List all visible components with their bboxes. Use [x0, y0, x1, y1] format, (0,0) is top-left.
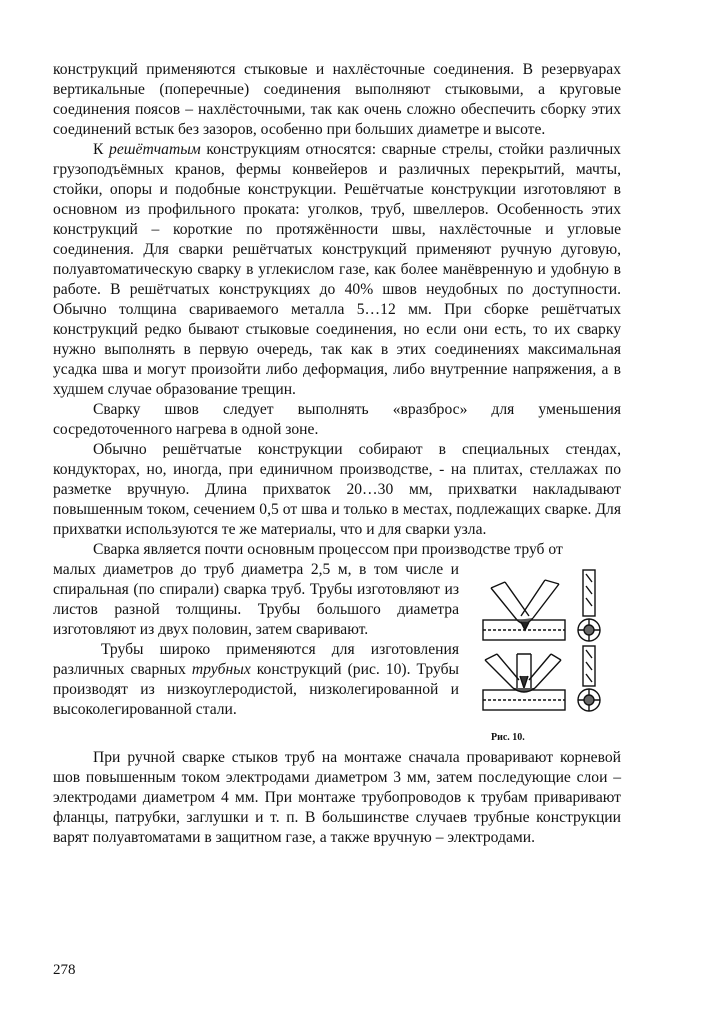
paragraph-2 — [53, 140, 621, 400]
paragraph-4: Обычно решётчатые конструкции собирают в специальных стендах, кондукторах, но, иногда, при единичном производстве, - на плитах, стеллажах по разметке вручную. Длина прихваток 20…30 мм, прихватки накладывают повышенным током, сечением 0,5 от шва и только в местах, подлежащих сварке. Для прихватки используются те же материалы, что и для сварки узла. — [53, 441, 621, 538]
paragraph-2-body: конструкциям относятся: сварные стрелы, стойки различных грузоподъёмных кранов, фермы конвейеров и различных перекрытий, мачты, стойки, опоры и подобные конструкции. Решётчатые конструкции изготовляют в основном из профильного проката: уголков, труб, швеллеров. Особенность этих конструкций – короткие по протяжённости швы, нахлёсточные и угловые соединения. Для сварки решётчатых конструкций применяют ручную дуговую, полуавтоматическую сварку в углекислом газе, как более манёвренную и удобную в работе. В решётчатых конструкциях до 40% швов неудобных по доступности. Обычно толщина свариваемого металла 5…12 мм. При сборке решётчатых конструкций редко бывают стыковые соединения, но если они есть, то их сварку нужно выполнять в первую очередь, так как в этих соединениях максимальная усадка шва и могут произойти либо деформация, либо внутренние напряжения, а в худшем случае образование трещин. — [53, 141, 621, 398]
pipe-welding-illustration — [473, 564, 621, 724]
paragraph-6-body: конструкций (рис. 10). Трубы производят из низкоуглеродистой, низколегированной и высоколегированной стали. — [53, 661, 459, 718]
paragraph-5-first-line: Сварка является почти основным процессом при производстве труб от — [93, 541, 563, 558]
page-text — [53, 60, 621, 848]
figure-caption: Рис. 10. — [491, 732, 525, 743]
term-trubnyh: трубных — [191, 661, 251, 678]
paragraph-2-lead: К — [93, 141, 110, 158]
paragraph-5: малых диаметров до труб диаметра 2,5 м, в том числе и спиральная (по спирали) сварка труб. Трубы изготовляют из листов разной толщины. Трубы большого диаметра изготовляют из двух половин, затем сваривают. — [53, 561, 459, 638]
paragraph-6-lead: Трубы широко применяются для изготовления различных сварных — [53, 641, 459, 678]
paragraph-3: Сварку швов следует выполнять «вразброс» для уменьшения сосредоточенного нагрева в одной зоне. — [53, 401, 621, 438]
paragraph-7: При ручной сварке стыков труб на монтаже сначала проваривают корневой шов повышенным током электродами диаметром 3 мм, затем последующие слои – электродами диаметром 4 мм. При монтаже трубопроводов к трубам приваривают фланцы, патрубки, заглушки и т. п. В большинстве случаев трубные конструкции варят полуавтоматами в защитном газе, а также вручную – электродами. — [53, 749, 621, 846]
term-reshetchatym: решётчатым — [109, 141, 201, 158]
paragraph-1: конструкций применяются стыковые и нахлёсточные соединения. В резервуарах вертикальные (поперечные) соединения выполняют стыковыми, а круговые соединения поясов – нахлёсточными, так как очень сложно обеспечить сборку этих соединений встык без зазоров, особенно при больших диаметре и высоте. — [53, 61, 621, 138]
page-number: 278 — [53, 962, 76, 978]
figure-10 — [473, 564, 621, 748]
